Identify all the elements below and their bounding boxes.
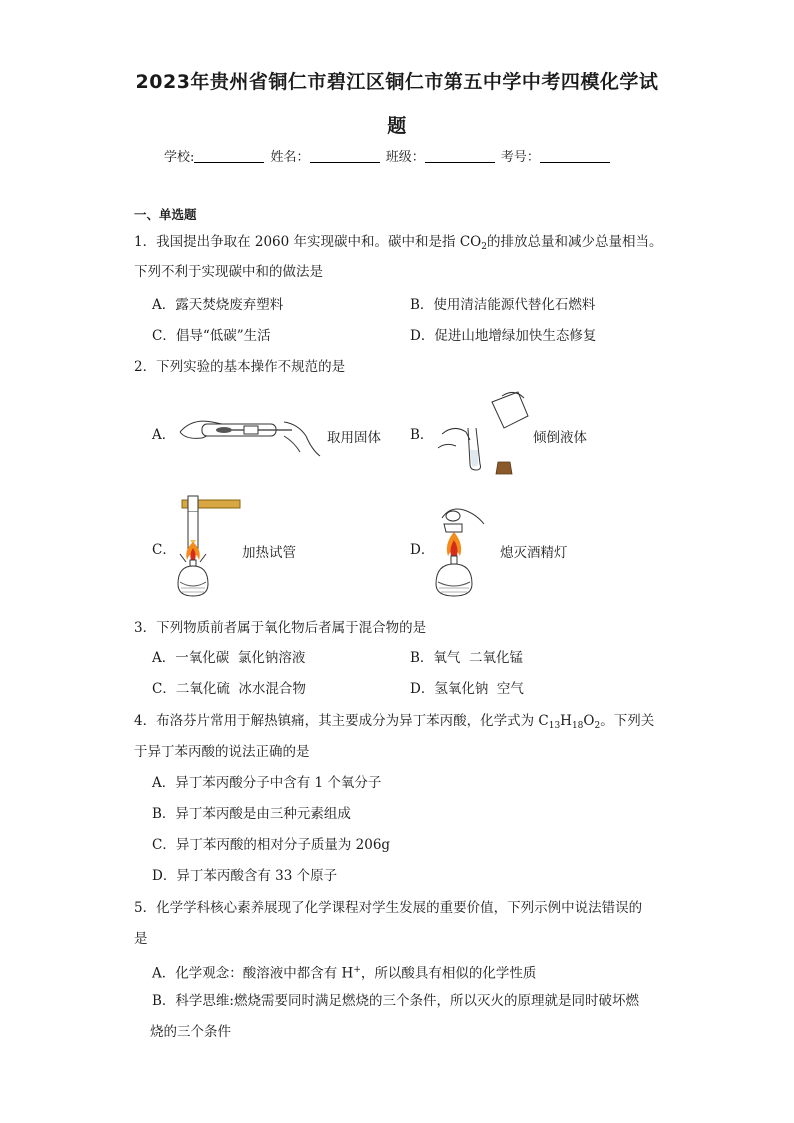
q5-stem-line1: 5．化学学科核心素养展现了化学课程对学生发展的重要价值，下列示例中说法错误的 [134,900,643,916]
heat-test-tube-figure [170,494,246,606]
section-heading: 一、单选题 [134,207,197,222]
school-label: 学校: [164,150,195,165]
q4-stem-line2: 于异丁苯丙酸的说法正确的是 [134,744,310,760]
q2-option-b-caption: 倾倒液体 [533,430,587,446]
class-blank[interactable] [425,149,495,163]
q3-option-b: B．氧气 二氧化锰 [410,650,524,666]
q4-stem-line1: 4．布洛芬片常用于解热镇痛，其主要成分为异丁苯丙酸，化学式为 $C_{13}H_{18}O_2$。下列关 [134,713,655,731]
exam-no-label: 考号： [500,150,540,165]
q4-option-d: D．异丁苯丙酸含有 33 个原子 [152,868,338,884]
pour-liquid-figure [432,388,532,478]
q1-stem-line1: 1．我国提出争取在 2060 年实现碳中和。碳中和是指 $CO_2$的排放总量和减少总量相当。 [134,234,663,252]
extinguish-lamp-figure [428,502,500,606]
q1-option-c: C．倡导“低碳”生活 [152,328,271,344]
q2-option-c-caption: 加热试管 [242,545,296,561]
q2-stem: 2．下列实验的基本操作不规范的是 [134,359,346,375]
q5-option-b-line1: B．科学思维:燃烧需要同时满足燃烧的三个条件，所以灭火的原理就是同时破坏燃 [152,993,639,1009]
q3-option-a: A．一氧化碳 氯化钠溶液 [152,650,306,666]
q3-option-d: D．氢氧化钠 空气 [410,681,524,697]
q2-option-a-caption: 取用固体 [327,430,381,446]
q5-option-b-line2: 烧的三个条件 [150,1024,231,1040]
q4-option-c: C．异丁苯丙酸的相对分子质量为 206g [152,837,391,853]
q5-option-a: A．化学观念：酸溶液中都含有 H+，所以酸具有相似的化学性质 [152,965,537,982]
exam-no-blank[interactable] [540,149,610,163]
q1-stem-line2: 下列不利于实现碳中和的做法是 [134,264,323,280]
q2-option-b-letter: B． [410,427,434,443]
class-label: 班级： [385,150,425,165]
q1-option-b: B．使用清洁能源代替化石燃料 [410,297,596,313]
q3-option-c: C．二氧化硫 冰水混合物 [152,681,306,697]
q2-option-d-letter: D． [410,542,435,558]
name-blank[interactable] [310,149,380,163]
q2-option-c-letter: C． [152,542,176,558]
q5-stem-line2: 是 [134,931,148,947]
q4-option-a: A．异丁苯丙酸分子中含有 1 个氧分子 [152,775,382,791]
q1-option-a: A．露天焚烧废弃塑料 [152,297,284,313]
student-info-row [164,146,612,165]
q3-stem: 3．下列物质前者属于氧化物后者属于混合物的是 [134,620,427,636]
q2-option-a-letter: A． [152,427,176,443]
school-blank[interactable] [194,149,264,163]
name-label: 姓名： [270,150,310,165]
q2-option-d-caption: 熄灭酒精灯 [500,545,568,561]
q1-option-d: D．促进山地增绿加快生态修复 [410,328,597,344]
q4-option-b: B．异丁苯丙酸是由三种元素组成 [152,806,351,822]
exam-title-line1: 2023年贵州省铜仁市碧江区铜仁市第五中学中考四模化学试 [135,71,659,93]
take-solid-figure [172,402,324,464]
exam-title-line2: 题 [387,115,407,137]
